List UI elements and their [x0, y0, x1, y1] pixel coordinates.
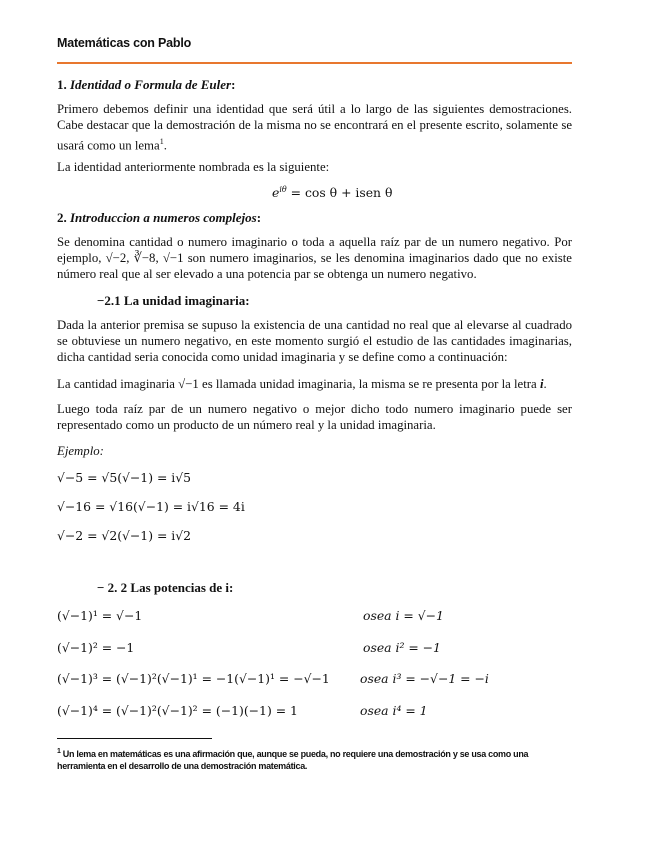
section-2-number: 2. [57, 210, 67, 225]
power-left-2: (√−1)² = −1 [57, 640, 135, 655]
section-1-number: 1. [57, 77, 67, 92]
para-text-a: Se denomina cantidad o numero imaginario o toda a aquella raíz par de un numero negativo. Por ejemplo, [57, 235, 572, 265]
section-2-colon: : [256, 210, 262, 225]
example-line-3: √−2 = √2(√−1) = i√2 [57, 528, 192, 543]
example-label: Ejemplo: [57, 444, 104, 458]
power-right-4: osea i⁴ = 1 [360, 703, 428, 718]
section-1-paragraph-1 [57, 102, 572, 154]
power-right-3: osea i³ = −√−1 = −i [360, 671, 489, 686]
section-1-heading [57, 77, 235, 93]
section-2-paragraph-1 [57, 235, 572, 282]
footnote-ref[interactable]: 1 [159, 136, 164, 146]
para-text: Primero debemos definir una identidad que será útil a lo largo de las siguientes demostraciones. Cabe destacar que la demostración de la misma no se encontrará en el presente escrito, solamente se usará como un lema [57, 102, 572, 152]
section-2-heading [57, 210, 261, 226]
header-rule [57, 62, 572, 64]
subsection-2-1-paragraph-1: Dada la anterior premisa se supuso la existencia de una cantidad no real que al elevarse al cuadrado se obtuviese un numero negativo, en este momento surgió el estudio de las cantidades imaginarias, dicha cantidad seria conocida como unidad imaginaria y se define como a continuación: [57, 318, 572, 364]
page-header-title: Matemáticas con Pablo [57, 36, 192, 50]
para-text-b: son numero imaginarios, se les denomina imaginarios dado que no existe número real que al ser elevado a una potencia par se obtenga un numero negativo. [57, 250, 572, 281]
euler-formula [272, 185, 392, 200]
example-line-1: √−5 = √5(√−1) = i√5 [57, 470, 192, 485]
subsection-2-2-heading: − 2. 2 Las potencias de i: [97, 580, 234, 595]
para-examples: √−2, ∛−8, √−1 [105, 250, 184, 265]
sqrt-minus-one: √−1 [178, 377, 199, 391]
footnote-text: Un lema en matemáticas es una afirmación que, aunque se pueda, no requiere una demostración y se usa como una herramienta en el desarrollo de una demostración matemática. [57, 749, 529, 771]
imaginary-unit-i: i [539, 377, 544, 391]
section-1-paragraph-2: La identidad anteriormente nombrada es la siguiente: [57, 160, 330, 174]
power-left-4: (√−1)⁴ = (√−1)²(√−1)² = (−1)(−1) = 1 [57, 703, 298, 718]
section-1-colon: : [231, 77, 236, 92]
example-line-2: √−16 = √16(√−1) = i√16 = 4i [57, 499, 245, 514]
para-end: . [543, 377, 547, 391]
footnote-separator [57, 738, 212, 739]
subsection-2-1-heading: −2.1 La unidad imaginaria: [97, 293, 250, 308]
subsection-2-1-paragraph-3: Luego toda raíz par de un numero negativo o mejor dicho todo numero imaginario puede ser representado como un producto de un número real y la unidad imaginaria. [57, 402, 572, 432]
footnote [57, 746, 577, 772]
para-text-b: es llamada unidad imaginaria, la misma se re presenta por la letra [198, 377, 540, 391]
power-right-2: osea i² = −1 [363, 640, 441, 655]
power-left-1: (√−1)¹ = √−1 [57, 608, 143, 623]
formula-exponent: iθ [279, 185, 287, 194]
formula-rest: = cos θ + isen θ [286, 185, 393, 201]
footnote-number: 1 [57, 748, 61, 755]
power-left-3: (√−1)³ = (√−1)²(√−1)¹ = −1(√−1)¹ = −√−1 [57, 671, 330, 686]
section-1-title: Identidad o Formula de Euler [70, 77, 232, 92]
power-right-1: osea i = √−1 [363, 608, 444, 623]
subsection-2-1-paragraph-2 [57, 377, 572, 393]
para-end: . [163, 137, 167, 152]
para-text-a: La cantidad imaginaria [57, 377, 179, 391]
section-2-title: Introduccion a numeros complejos [70, 210, 257, 225]
formula-base: e [272, 185, 280, 201]
